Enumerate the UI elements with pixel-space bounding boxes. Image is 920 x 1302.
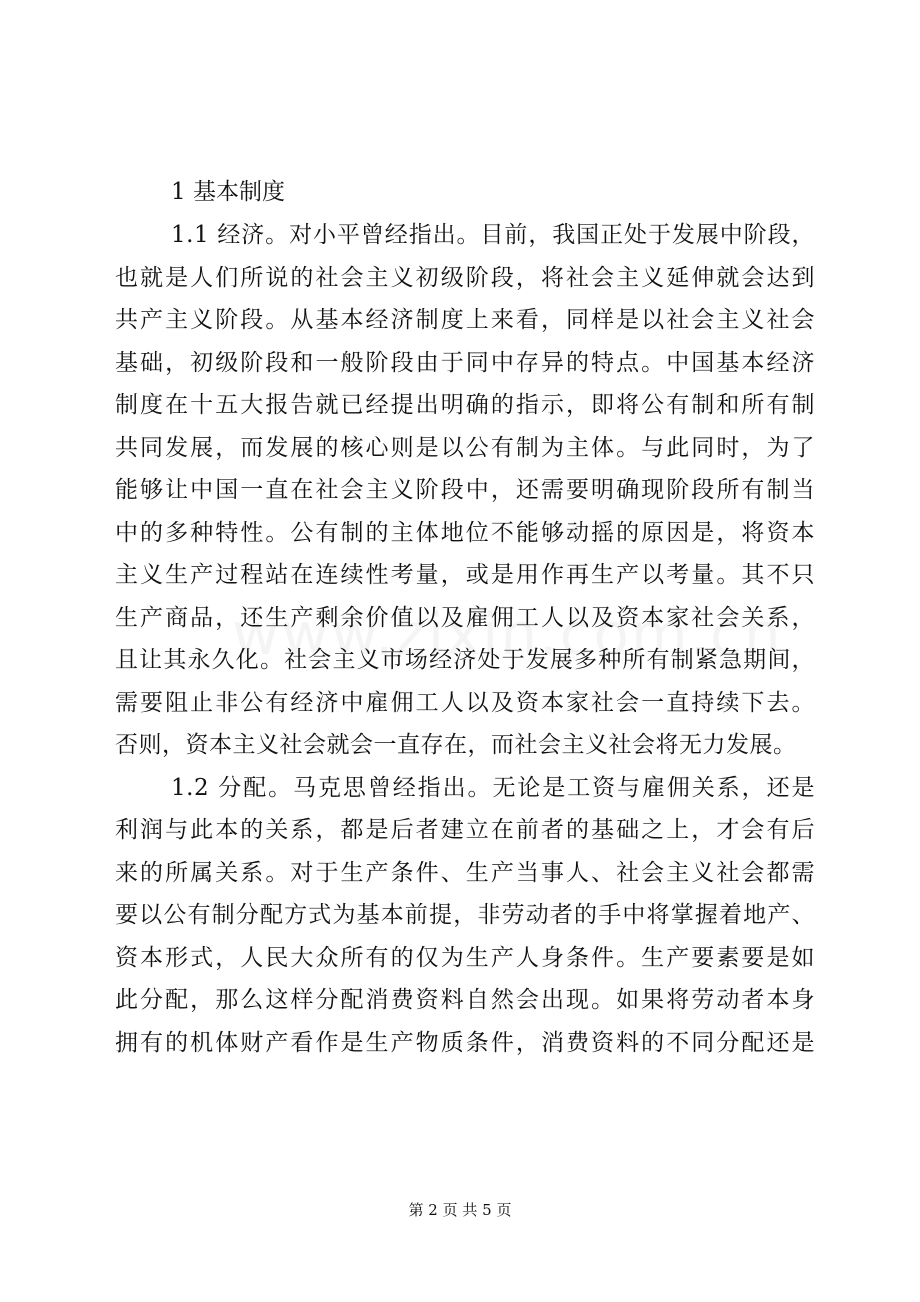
text-line: 且让其永久化。社会主义市场经济处于发展多种所有制紧急期间， — [115, 647, 815, 673]
page-number-label: 第 2 页 共 5 页 — [408, 1201, 512, 1219]
text-line: 生产商品，还生产剩余价值以及雇佣工人以及资本家社会关系， — [115, 604, 815, 631]
text-line: 共产主义阶段。从基本经济制度上来看，同样是以社会主义社会 — [115, 307, 815, 333]
text-line: 基础，初级阶段和一般阶段由于同中存异的特点。中国基本经济 — [115, 349, 815, 376]
text-line: 资本形式，人民大众所有的仅为生产人身条件。生产要素要是如 — [115, 944, 815, 971]
paragraph-distribution — [115, 767, 815, 1065]
text-line: 共同发展，而发展的核心则是以公有制为主体。与此同时，为了 — [115, 434, 815, 461]
text-line: 拥有的机体财产看作是生产物质条件，消费资料的不同分配还是 — [115, 1029, 815, 1056]
text-line: 也就是人们所说的社会主义初级阶段，将社会主义延伸就会达到 — [115, 264, 815, 291]
section-heading: 1 基本制度 — [171, 179, 285, 205]
text-line: 此分配，那么这样分配消费资料自然会出现。如果将劳动者本身 — [115, 987, 815, 1013]
text-line: 1.1 经济。对小平曾经指出。目前，我国正处于发展中阶段， — [171, 222, 815, 248]
text-line: 否则，资本主义社会就会一直存在，而社会主义社会将无力发展。 — [115, 732, 797, 758]
page-footer — [0, 1200, 920, 1220]
text-line: 来的所属关系。对于生产条件、生产当事人、社会主义社会都需 — [115, 859, 815, 886]
text-line: 主义生产过程站在连续性考量，或是用作再生产以考量。其不只 — [115, 562, 815, 588]
text-line: 制度在十五大报告就已经提出明确的指示，即将公有制和所有制 — [115, 392, 815, 418]
text-line: 中的多种特性。公有制的主体地位不能够动摇的原因是，将资本 — [115, 519, 815, 546]
paragraph-economy — [115, 214, 815, 767]
text-line: 能够让中国一直在社会主义阶段中，还需要明确现阶段所有制当 — [115, 477, 815, 503]
text-line: 要以公有制分配方式为基本前提，非劳动者的手中将掌握着地产、 — [115, 902, 815, 928]
text-line: 利润与此本的关系，都是后者建立在前者的基础之上，才会有后 — [115, 817, 815, 843]
text-line: 需要阻止非公有经济中雇佣工人以及资本家社会一直持续下去。 — [115, 689, 815, 716]
document-body — [115, 170, 815, 1064]
text-line: 1.2 分配。马克思曾经指出。无论是工资与雇佣关系，还是 — [171, 774, 815, 801]
